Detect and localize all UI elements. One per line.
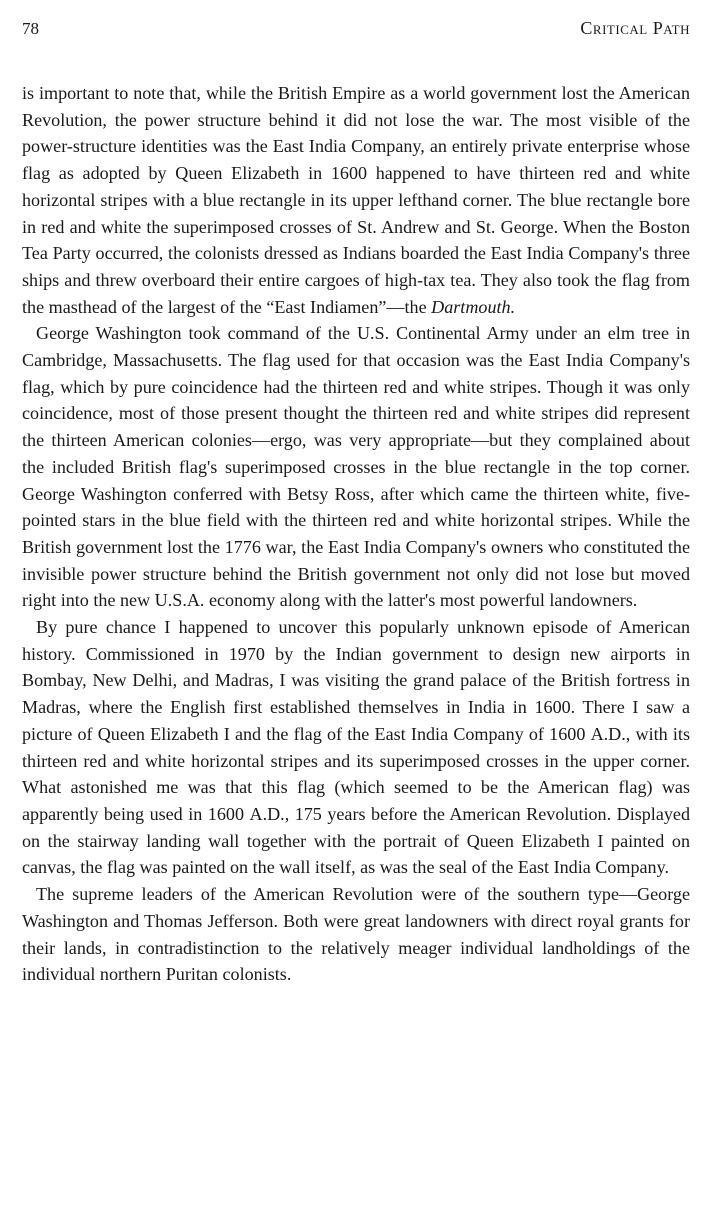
paragraph-text: By pure chance I happened to uncover this popularly unknown episode of American history. Commissioned in 1970 by the Indian government to design new airports in Bombay, New Delhi, and Madras, I was visiting the grand palace of the British fortress in Madras, where the English first established themselves in India in 1600. There I saw a picture of Queen Elizabeth I and the flag of the East India Company of 1600 [22,617,690,744]
paragraph [22,320,690,614]
era-abbreviation: A.D. [249,803,285,824]
paragraph-text: The supreme leaders of the American Revolution were of the southern type—George Washington and Thomas Jefferson. Both were great landowners with direct royal grants for their lands, in contradistinction to the relatively meager individual landholdings of the individual northern Puritan colonists. [22,884,690,985]
ship-name: Dartmouth. [431,296,516,317]
page-number: 78 [22,19,39,38]
paragraph-text: , 175 years before the American Revolution. Displayed on the stairway landing wall together with the portrait of Queen Elizabeth I painted on canvas, the flag was painted on the wall itself, as was the seal of the East India Company. [22,803,690,878]
running-head [22,18,690,44]
era-abbreviation: A.D. [590,723,626,744]
paragraph-text: , with its thirteen red and white horizontal stripes and its superimposed crosses in the upper corner. What astonished me was that this flag (which seemed to be the American flag) was apparently being used in 1600 [22,723,690,824]
body-text [22,80,690,988]
paragraph [22,614,690,881]
paragraph-text: George Washington took command of the U.S. Continental Army under an elm tree in Cambridge, Massachusetts. The flag used for that occasion was the East India Company's flag, which by pure coincidence had the thirteen red and white stripes. Though it was only coincidence, most of those present thought the thirteen red and white stripes did represent the thirteen American colonies—ergo, was very appropriate—but they complained about the included British flag's superimposed crosses in the blue rectangle in the top corner. George Washington conferred with Betsy Ross, after which came the thirteen white, five-pointed stars in the blue field with the thirteen red and white horizontal stripes. While the British government lost the 1776 war, the East India Company's owners who constituted the invisible power structure behind the British government not only did not lose but moved right into the new U.S.A. economy along with the latter's most powerful landowners. [22,323,690,611]
paragraph-continued [22,80,690,320]
paragraph-text: is important to note that, while the British Empire as a world government lost the American Revolution, the power structure behind it did not lose the war. The most visible of the power-structure identities was the East India Company, an entirely private enterprise whose flag as adopted by Queen Elizabeth in 1600 happened to have thirteen red and white horizontal stripes with a blue rectangle in its upper lefthand corner. The blue rectangle bore in red and white the superimposed crosses of St. Andrew and St. George. When the Boston Tea Party occurred, the colonists dressed as Indians boarded the East India Company's three ships and threw overboard their entire cargoes of high-tax tea. They also took the flag from the masthead of the largest of the “East Indiamen”—the [22,83,690,317]
paragraph [22,881,690,988]
book-page [22,18,690,988]
running-title: Critical Path [580,18,690,38]
